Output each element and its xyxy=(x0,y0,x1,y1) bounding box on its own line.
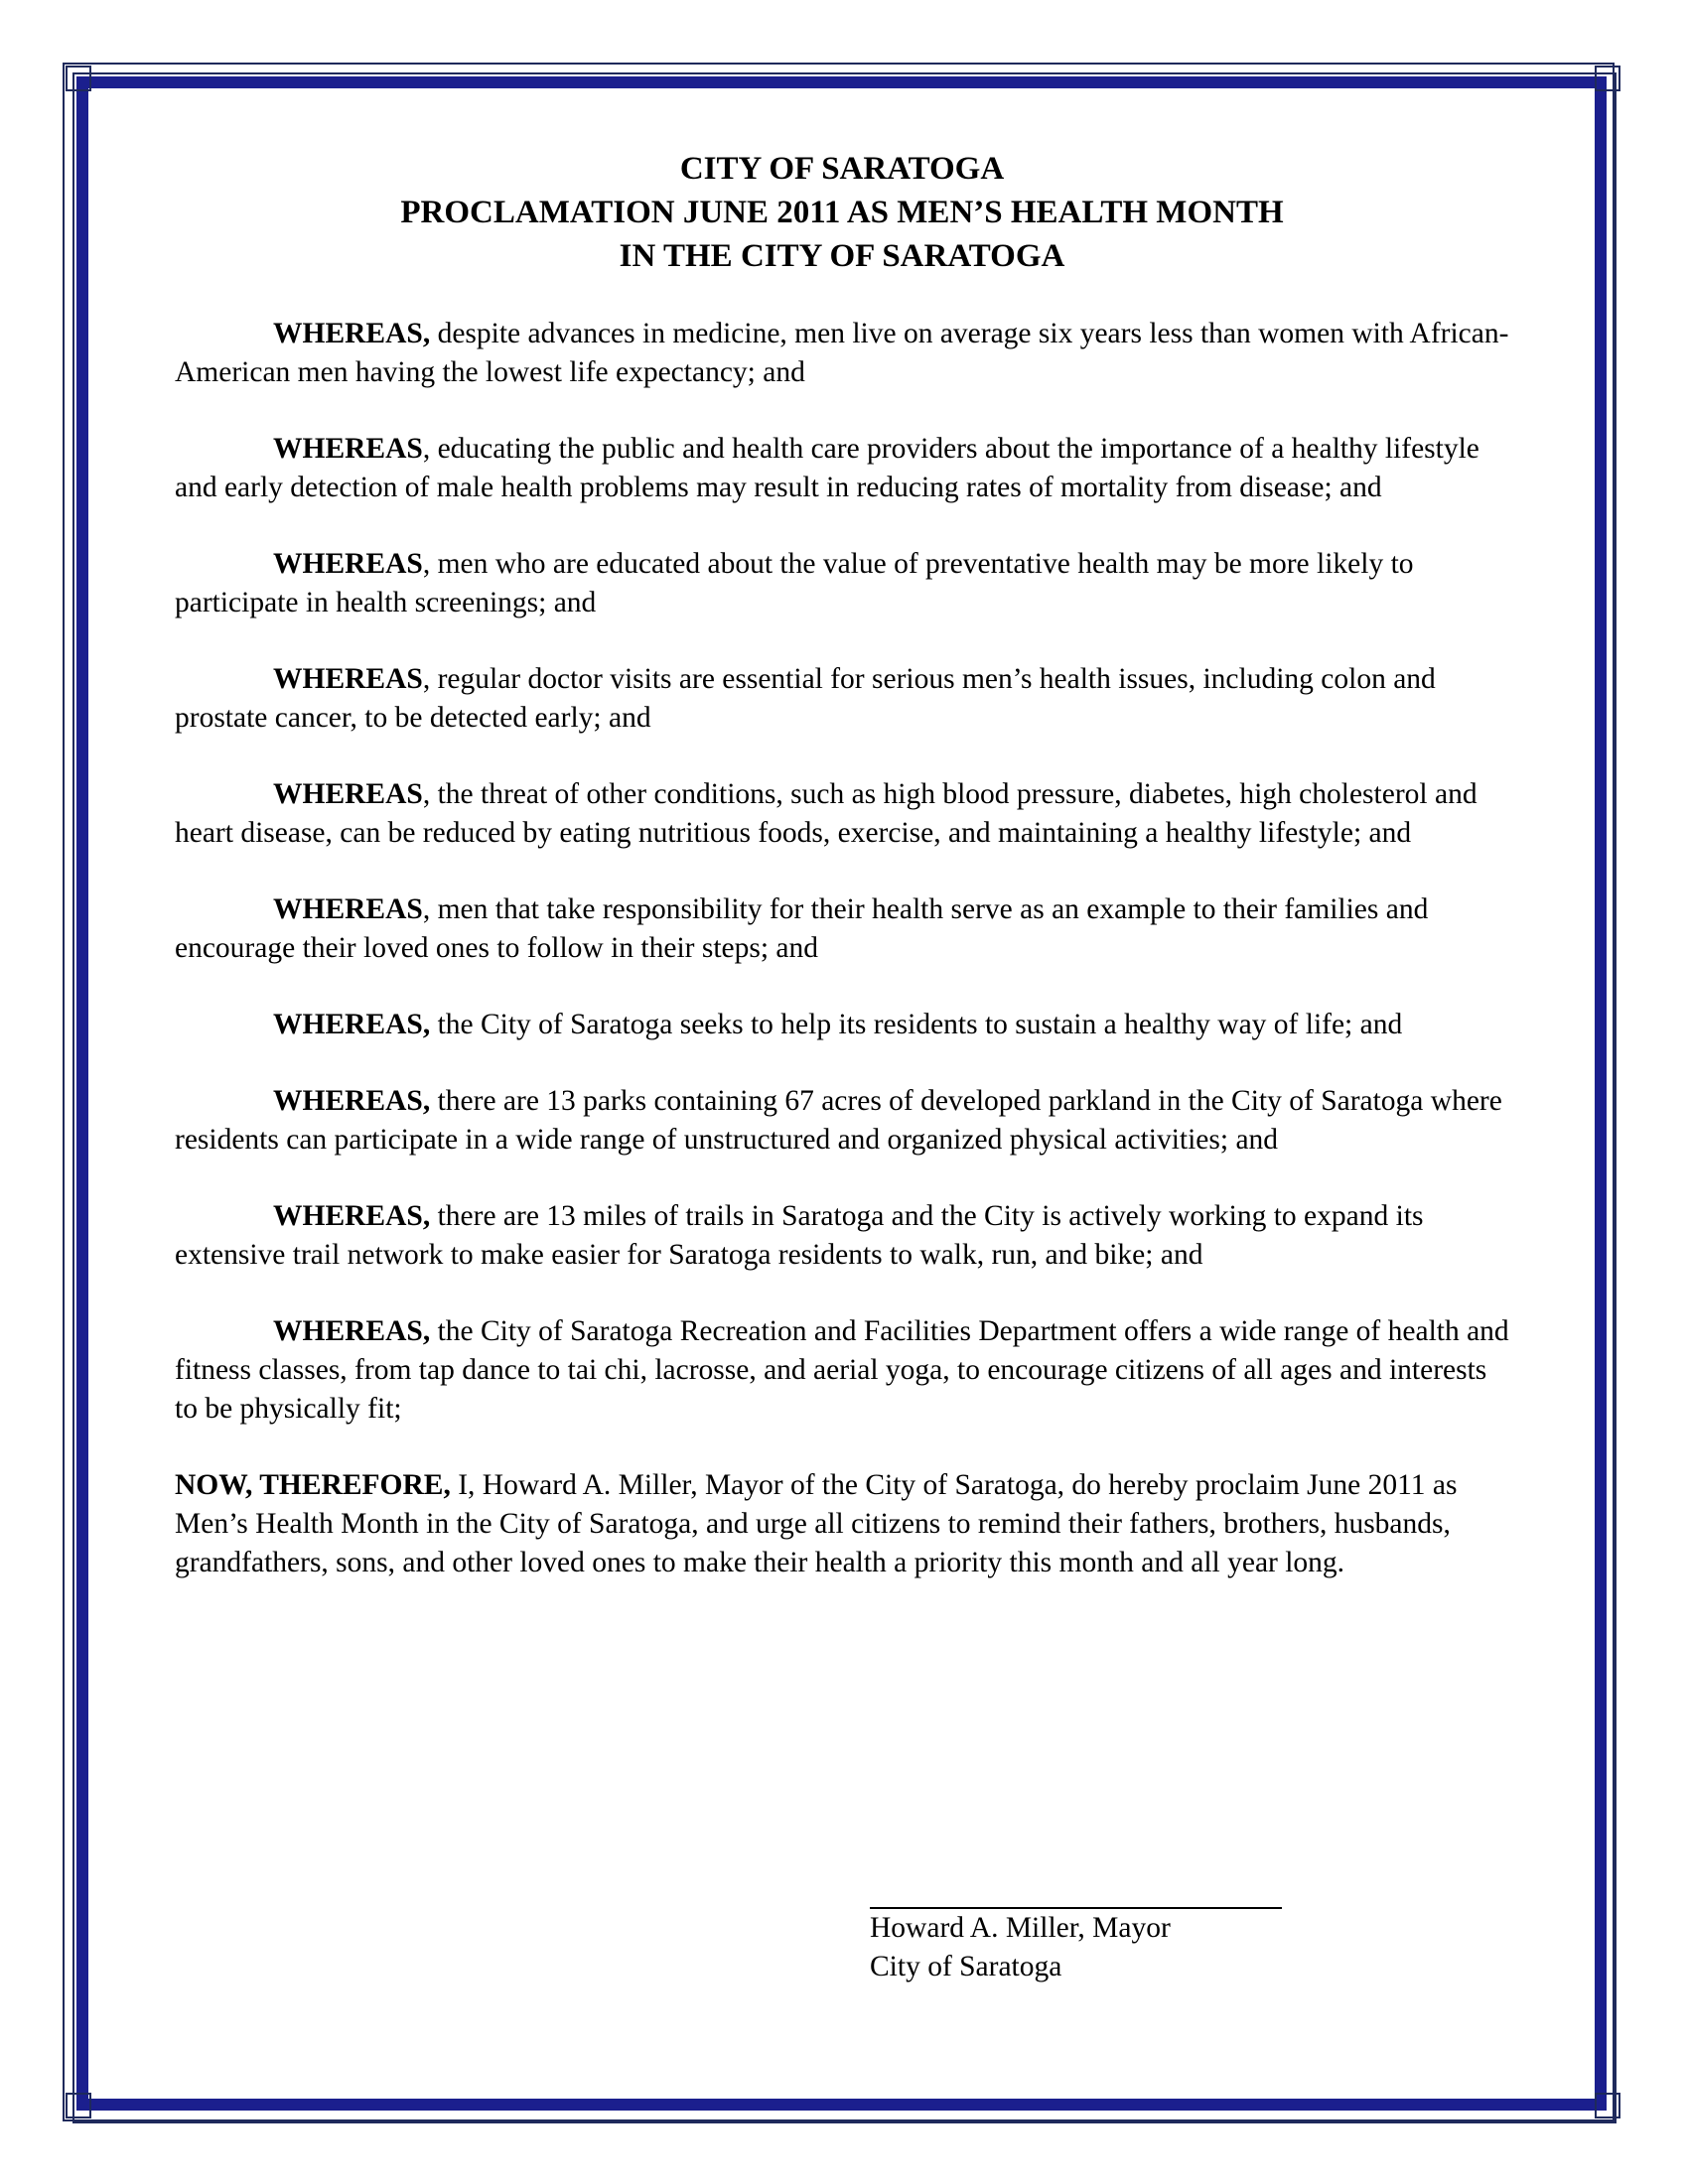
title-line-1: CITY OF SARATOGA xyxy=(679,151,1005,187)
paragraph-text: , men that take responsibility for their health serve as an example to their families and encourage their loved ones to follow in their steps; and xyxy=(175,893,1429,964)
whereas-paragraph xyxy=(175,1197,1509,1275)
corner-ornament-top-right xyxy=(1595,66,1620,91)
title-line-2: PROCLAMATION JUNE 2011 AS MEN’S HEALTH MONTH xyxy=(400,195,1284,230)
paragraph-lead: WHEREAS, xyxy=(273,1200,431,1232)
corner-ornament-top-left xyxy=(66,66,91,91)
paragraph-lead: WHEREAS, xyxy=(273,1085,431,1117)
whereas-paragraph xyxy=(175,890,1509,968)
paragraph-lead: WHEREAS xyxy=(273,778,423,810)
signatory-organization: City of Saratoga xyxy=(870,1951,1062,1982)
signature-block xyxy=(870,1907,1287,1986)
whereas-paragraph xyxy=(175,1312,1509,1429)
paragraph-text: there are 13 parks containing 67 acres of developed parkland in the City of Saratoga where residents can participate in a wide range of unstructured and organized physical activities; and xyxy=(175,1085,1502,1156)
whereas-paragraph xyxy=(175,315,1509,392)
paragraph-text: , regular doctor visits are essential for serious men’s health issues, including colon and prostate cancer, to be detected early; and xyxy=(175,663,1436,734)
corner-ornament-bottom-right xyxy=(1595,2093,1620,2118)
paragraph-text: despite advances in medicine, men live on average six years less than women with African-American men having the lowest life expectancy; and xyxy=(175,318,1509,388)
paragraph-lead: WHEREAS xyxy=(273,548,423,580)
paragraph-lead: WHEREAS xyxy=(273,663,423,695)
paragraph-lead: WHEREAS xyxy=(273,893,423,925)
title-line-3: IN THE CITY OF SARATOGA xyxy=(619,238,1065,274)
whereas-paragraph xyxy=(175,1082,1509,1160)
proclamation-body xyxy=(175,315,1509,1620)
paragraph-text: , the threat of other conditions, such as high blood pressure, diabetes, high cholesterol and heart disease, can be reduced by eating nutritious foods, exercise, and maintaining a healthy lifestyle; and xyxy=(175,778,1477,849)
paragraph-lead: WHEREAS, xyxy=(273,318,431,349)
whereas-paragraph xyxy=(175,775,1509,853)
paragraph-lead: WHEREAS xyxy=(273,433,423,465)
whereas-paragraph xyxy=(175,660,1509,738)
closing-text: I, Howard A. Miller, Mayor of the City of Saratoga, do hereby proclaim June 2011 as Men’s Health Month in the City of Saratoga, and urge all citizens to remind their fathers, brothers, husbands, grandfathers, sons, and other loved ones to make their health a priority this month and all year long. xyxy=(175,1469,1458,1578)
paragraph-text: the City of Saratoga Recreation and Facilities Department offers a wide range of health and fitness classes, from tap dance to tai chi, lacrosse, and aerial yoga, to encourage citizens of all ages and interests to be physically fit; xyxy=(175,1315,1509,1425)
paragraph-lead: WHEREAS, xyxy=(273,1009,431,1040)
whereas-paragraph xyxy=(175,1006,1509,1044)
paragraph-text: , men who are educated about the value of preventative health may be more likely to participate in health screenings; and xyxy=(175,548,1414,618)
paragraph-text: the City of Saratoga seeks to help its residents to sustain a healthy way of life; and xyxy=(430,1009,1403,1040)
paragraph-text: there are 13 miles of trails in Saratoga and the City is actively working to expand its extensive trail network to make easier for Saratoga residents to walk, run, and bike; and xyxy=(175,1200,1424,1271)
whereas-paragraph xyxy=(175,545,1509,622)
paragraph-text: , educating the public and health care providers about the importance of a healthy lifestyle and early detection of male health problems may result in reducing rates of mortality from disease; and xyxy=(175,433,1479,503)
document-title xyxy=(175,147,1509,278)
paragraph-lead: WHEREAS, xyxy=(273,1315,431,1347)
corner-ornament-bottom-left xyxy=(66,2093,91,2118)
whereas-paragraph xyxy=(175,430,1509,507)
signatory-name: Howard A. Miller, Mayor xyxy=(870,1912,1171,1944)
therefore-paragraph xyxy=(175,1466,1509,1582)
closing-lead: NOW, THEREFORE, xyxy=(175,1469,451,1501)
